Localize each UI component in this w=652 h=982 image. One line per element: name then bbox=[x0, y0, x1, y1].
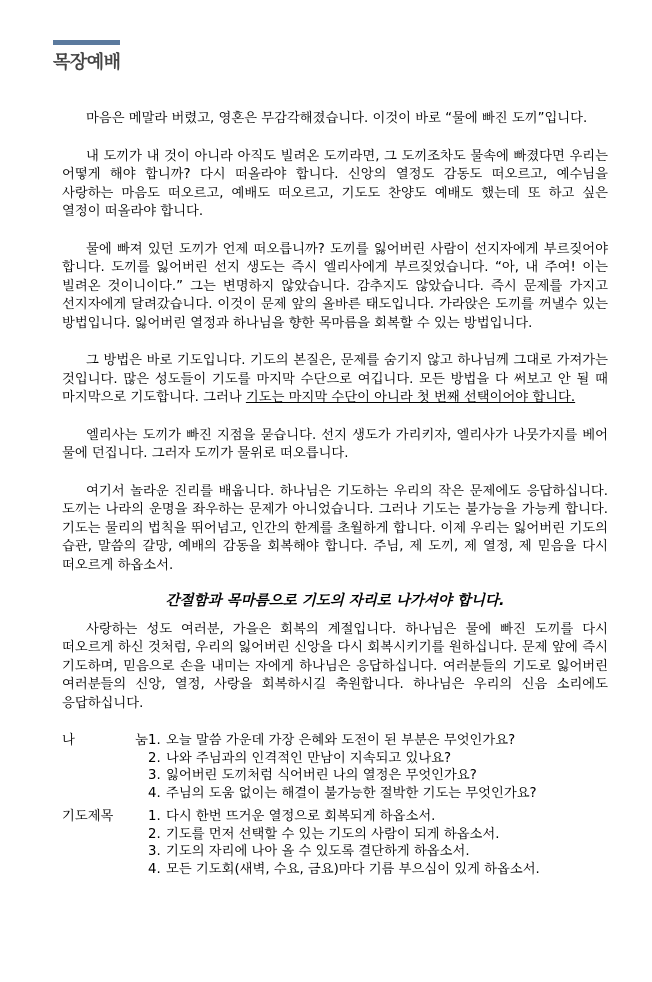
list-item-number: 2. bbox=[148, 826, 161, 842]
header-accent-bar bbox=[53, 40, 120, 45]
list-item-text: 다시 한번 뜨거운 열정으로 회복되게 하옵소서. bbox=[166, 809, 436, 824]
list-item bbox=[148, 732, 537, 750]
prayer-list bbox=[148, 808, 540, 878]
sharing-section bbox=[62, 732, 608, 802]
sharing-list bbox=[148, 732, 537, 802]
list-item-number: 1. bbox=[148, 809, 161, 824]
paragraph-2: 내 도끼가 내 것이 아니라 아직도 빌려온 도끼라면, 그 도끼조차도 물속에 빠졌다면 우리는 어떻게 해야 합니까? 다시 떠올라야 합니다. 신앙의 열정도 감동도 떠오르고, 예수님을 사랑하는 마음도 떠오르고, 예배도 떠오르고, 기도도 찬양도 예배도 했는데 또 하고 싶은 열정이 떠올라야 합니다. bbox=[62, 148, 608, 219]
list-item-number: 4. bbox=[148, 861, 161, 877]
paragraph-3: 물에 빠져 있던 도끼가 언제 떠오릅니까? 도끼를 잃어버린 사람이 선지자에게 부르짖어야 합니다. 도끼를 잃어버린 선지 생도는 즉시 엘리사에게 부르짖었습니다. “아, 내 주여! 이는 빌려온 것이니이다.” 그는 변명하지 않았습니다. 감추지도 않았습니다. 즉시 문제를 가지고 선지자에게 달려갔습니다. 이것이 문제 앞의 올바른 태도입니다. 가라앉은 도끼를 꺼낼수 있는 방법입니다. 잃어버린 열정과 하나님을 향한 목마름을 회복할 수 있는 방법입니다. bbox=[62, 241, 608, 331]
prayer-label: 기도제목 bbox=[62, 809, 114, 824]
list-item bbox=[148, 808, 540, 826]
sharing-label: 나 눔 bbox=[62, 733, 148, 748]
paragraph-1: 마음은 메말라 버렸고, 영혼은 무감각해졌습니다. 이것이 바로 “물에 빠진 도끼”입니다. bbox=[86, 111, 588, 126]
list-item-text: 모든 기도회(새벽, 수요, 금요)마다 기름 부으심이 있게 하옵소서. bbox=[166, 861, 540, 877]
list-item bbox=[148, 826, 540, 844]
list-item bbox=[148, 785, 537, 803]
list-item-number: 2. bbox=[148, 750, 161, 766]
list-item-text: 오늘 말씀 가운데 가장 은혜와 도전이 된 부분은 무엇인가요? bbox=[166, 733, 516, 748]
list-item-number: 3. bbox=[148, 844, 161, 859]
paragraph-6: 여기서 놀라운 진리를 배웁니다. 하나님은 기도하는 우리의 작은 문제에도 응답하십니다. 도끼는 나라의 운명을 좌우하는 문제가 아니었습니다. 그러나 기도는 불가능을 가능케 합니다. 기도는 물리의 법칙을 뛰어넘고, 인간의 한계를 초월하게 합니다. 이제 우리는 잃어버린 기도의 습관, 말씀의 갈망, 예배의 감동을 회복해야 합니다. 주님, 제 도끼, 제 열정, 제 믿음을 다시 떠오르게 하옵소서. bbox=[62, 483, 608, 573]
discussion-sections bbox=[62, 732, 608, 878]
list-item-text: 기도를 먼저 선택할 수 있는 기도의 사람이 되게 하옵소서. bbox=[166, 826, 500, 842]
list-item bbox=[148, 767, 537, 785]
list-item bbox=[148, 750, 537, 768]
list-item-number: 4. bbox=[148, 785, 161, 801]
list-item-number: 1. bbox=[148, 733, 161, 748]
sermon-body bbox=[62, 110, 608, 884]
section-subheading: 간절함과 목마름으로 기도의 자리로 나가셔야 합니다. bbox=[165, 593, 505, 609]
list-item bbox=[148, 861, 540, 879]
closing-paragraph: 사랑하는 성도 여러분, 가을은 회복의 계절입니다. 하나님은 물에 빠진 도끼를 다시 떠오르게 하신 것처럼, 우리의 잃어버린 신앙을 다시 회복시키기를 원하십니다. 문제 앞에 즉시 기도하며, 믿음으로 손을 내미는 자에게 하나님은 응답하십니다. 여러분들의 기도로 잃어버린 여러분들의 신앙, 열정, 사랑을 회복하시길 축원합니다. 하나님은 우리의 신음 소리에도 응답하십니다. bbox=[62, 621, 608, 711]
page-title: 목장예배 bbox=[53, 52, 121, 73]
list-item-text: 기도의 자리에 나아 올 수 있도록 결단하게 하옵소서. bbox=[166, 844, 470, 859]
list-item-number: 3. bbox=[148, 768, 161, 783]
prayer-section bbox=[62, 808, 608, 878]
paragraph-4-text: 그 방법은 바로 기도입니다. 기도의 본질은, 문제를 숨기지 않고 하나님께 그대로 가져가는 것입니다. 많은 성도들이 기도를 마지막 수단으로 여깁니다. 모든 방법을 다 써보고 안 될 때 마지막으로 기도합니다. 그러나 bbox=[62, 353, 608, 405]
paragraph-5: 엘리사는 도끼가 빠진 지점을 묻습니다. 선지 생도가 가리키자, 엘리사가 나뭇가지를 베어 물에 던집니다. 그러자 도끼가 물위로 떠오릅니다. bbox=[62, 427, 608, 461]
list-item-text: 나와 주님과의 인격적인 만남이 지속되고 있나요? bbox=[166, 750, 452, 766]
paragraph-4 bbox=[62, 352, 608, 408]
list-item-text: 잃어버린 도끼처럼 식어버린 나의 열정은 무엇인가요? bbox=[166, 768, 477, 783]
list-item bbox=[148, 843, 540, 861]
paragraph-4-underlined: 기도는 마지막 수단이 아니라 첫 번째 선택이어야 합니다. bbox=[245, 390, 576, 405]
list-item-text: 주님의 도움 없이는 해결이 불가능한 절박한 기도는 무엇인가요? bbox=[166, 785, 537, 801]
